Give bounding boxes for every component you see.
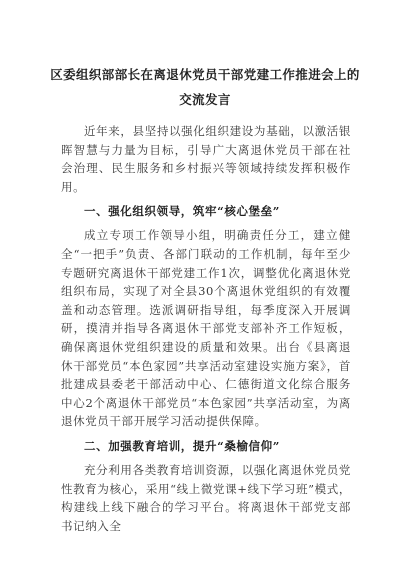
document-body [61,122,351,535]
section-heading-2: 二、加强教育培训，提升“桑榆信仰” [84,438,280,453]
section-2-paragraph: 充分利用各类教育培训资源，以强化离退休党员党性教育为核心，采用“线上微党课+线下学习班”模式，构建线上线下融合的学习平台。将离退休干部党支部书记纳入全 [61,462,351,533]
section-1-paragraph: 成立专项工作领导小组，明确责任分工，建立健全“一把手”负责、各部门联动的工作机制，每年至少专题研究离退休干部党建工作1次，调整优化离退休党组织布局，实现了对全县30个离退休党组织的有效覆盖和动态管理。选派调研指导组，每季度深入开展调研，摸清并指导各离退休干部党支部补齐工作短板，确保离退休党组织建设的质量和效果。出台《县离退休干部党员“本色家园”共享活动室建设实施方案》，首批建成县委老干部活动中心、仁德街道文化综合服务中心2个离退休干部党员“本色家园”共享活动室，为离退休党员干部开展学习活动提供保障。 [61,228,351,429]
section-heading-1: 一、强化组织领导，筑牢“核心堡垒” [84,204,280,219]
document-title: 区委组织部部长在离退休党员干部党建工作推进会上的交流发言 [50,67,360,107]
intro-paragraph: 近年来，县坚持以强化组织建设为基础，以激活银晖智慧与力量为目标，引导广大离退休党员干部在社会治理、民生服务和乡村振兴等领域持续发挥积极作用。 [61,124,351,194]
